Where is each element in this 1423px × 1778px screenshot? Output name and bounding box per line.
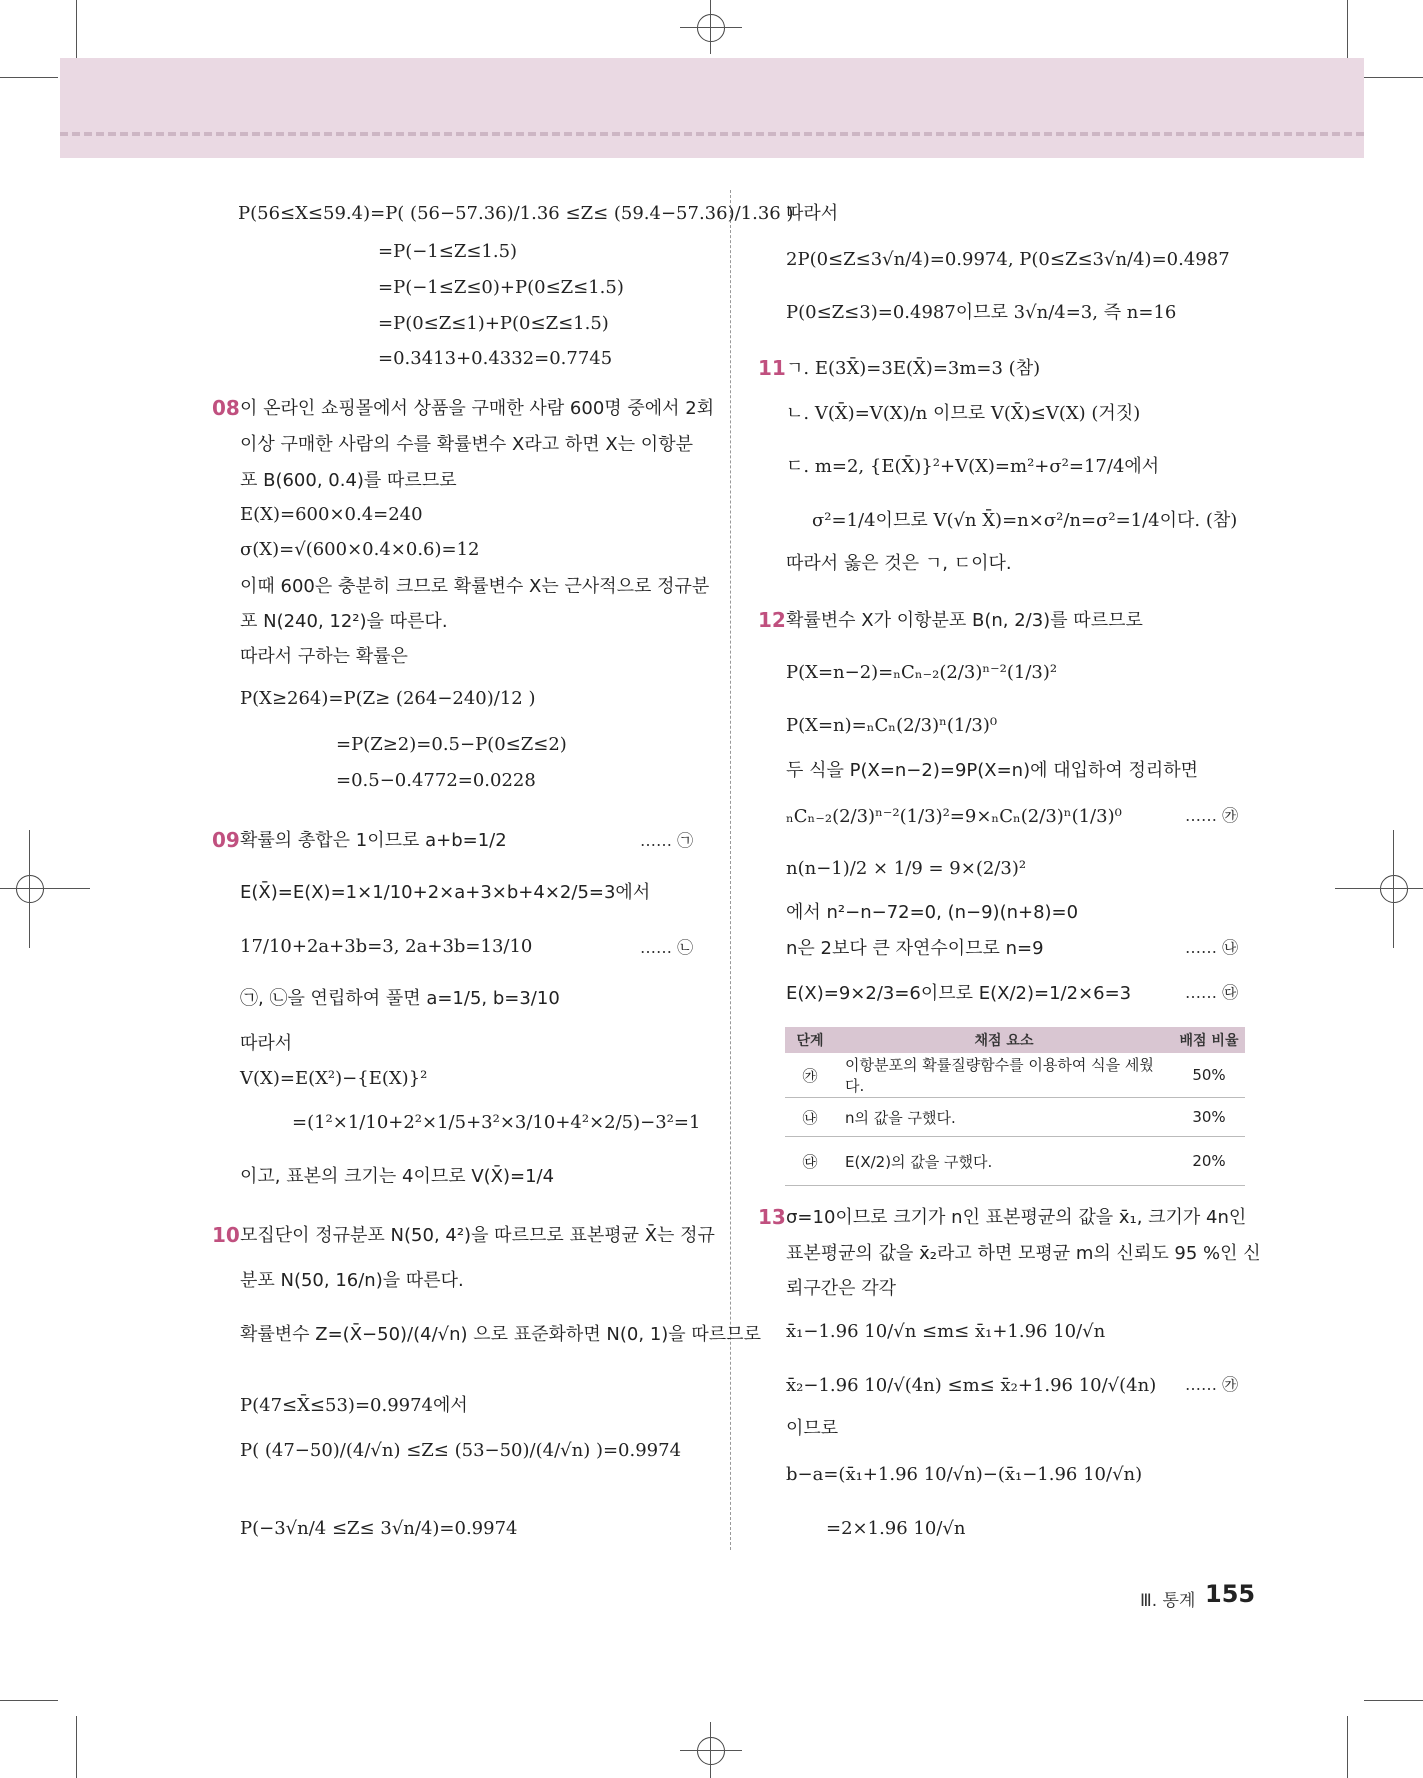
solution-line: 확률변수 X가 이항분포 B(n, 2/3)를 따르므로 — [786, 610, 1143, 631]
header-dashed-rule — [60, 132, 1364, 136]
solution-line: 이 온라인 쇼핑몰에서 상품을 구매한 사람 600명 중에서 2회 — [240, 398, 715, 419]
problem-number-10: 10 — [212, 1223, 240, 1247]
equation-line: =0.5−0.4772=0.0228 — [336, 770, 536, 791]
equation-line: =P(−1≤Z≤0)+P(0≤Z≤1.5) — [378, 277, 624, 298]
solution-line: σ²=1/4이므로 V(√n X̄)=n×σ²/n=σ²=1/4이다. (참) — [812, 510, 1238, 531]
solution-line: 따라서 — [786, 203, 839, 224]
table-cell: n의 값을 구했다. — [835, 1098, 1173, 1137]
equation-line: E(X)=600×0.4=240 — [240, 504, 423, 525]
page-number: 155 — [1205, 1580, 1256, 1608]
equation-marker: …… ㉠ — [640, 831, 694, 850]
equation-line: V(X)=E(X²)−{E(X)}² — [240, 1068, 428, 1089]
equation-line: P(X=n)=ₙCₙ(2/3)ⁿ(1/3)⁰ — [786, 715, 998, 736]
solution-line: 따라서 — [240, 1033, 293, 1054]
scoring-table — [785, 1027, 1245, 1186]
equation-line: =P(0≤Z≤1)+P(0≤Z≤1.5) — [378, 313, 609, 334]
equation-marker: …… ㉮ — [1185, 806, 1239, 825]
table-cell: 이항분포의 확률질량함수를 이용하여 식을 세웠다. — [835, 1053, 1173, 1098]
solution-line: 두 식을 P(X=n−2)=9P(X=n)에 대입하여 정리하면 — [786, 760, 1199, 781]
equation-line: 2P(0≤Z≤3√n/4)=0.9974, P(0≤Z≤3√n/4)=0.4987 — [786, 249, 1230, 270]
solution-line: ㄱ. E(3X̄)=3E(X̄)=3m=3 (참) — [786, 358, 1041, 379]
solution-line: σ=10이므로 크기가 n인 표본평균의 값을 x̄₁, 크기가 4n인 — [786, 1207, 1247, 1228]
registration-line — [680, 27, 742, 28]
problem-number-11: 11 — [758, 356, 786, 380]
footer-section: Ⅲ. 통계 — [1140, 1591, 1196, 1611]
equation-line: =P(Z≥2)=0.5−P(0≤Z≤2) — [336, 734, 567, 755]
table-header: 단계 — [785, 1027, 835, 1053]
solution-line: 뢰구간은 각각 — [786, 1278, 897, 1299]
solution-line: 포 N(240, 12²)을 따른다. — [240, 611, 448, 632]
equation-marker: …… ㉮ — [1185, 1375, 1239, 1394]
registration-line — [1335, 888, 1423, 889]
registration-mark-icon — [697, 1737, 725, 1765]
registration-line — [1393, 830, 1394, 948]
equation-line: P( (47−50)/(4/√n) ≤Z≤ (53−50)/(4/√n) )=0.9974 — [240, 1440, 682, 1461]
equation-line: =P(−1≤Z≤1.5) — [378, 241, 518, 262]
solution-line: E(X̄)=E(X)=1×1/10+2×a+3×b+4×2/5=3에서 — [240, 882, 651, 903]
equation-line: n(n−1)/2 × 1/9 = 9×(2/3)² — [786, 858, 1027, 879]
crop-mark — [76, 0, 77, 58]
solution-line: 분포 N(50, 16/n)을 따른다. — [240, 1270, 464, 1291]
solution-line: 에서 n²−n−72=0, (n−9)(n+8)=0 — [786, 902, 1079, 923]
problem-number-13: 13 — [758, 1205, 786, 1229]
equation-marker: …… ㉯ — [1185, 938, 1239, 957]
solution-line: 표본평균의 값을 x̄₂라고 하면 모평균 m의 신뢰도 95 %인 신 — [786, 1243, 1261, 1264]
table-cell: ㉰ — [785, 1137, 835, 1186]
table-header: 배점 비율 — [1173, 1027, 1245, 1053]
crop-mark — [0, 77, 58, 78]
problem-number-09: 09 — [212, 828, 240, 852]
header-band — [60, 58, 1364, 158]
solution-line: 따라서 옳은 것은 ㄱ, ㄷ이다. — [786, 553, 1012, 574]
problem-number-12: 12 — [758, 608, 786, 632]
equation-line: P(X=n−2)=ₙCₙ₋₂(2/3)ⁿ⁻²(1/3)² — [786, 662, 1058, 683]
equation-line: P(X≥264)=P(Z≥ (264−240)/12 ) — [240, 688, 536, 709]
crop-mark — [1364, 1700, 1423, 1701]
equation-line: P(47≤X̄≤53)=0.9974에서 — [240, 1395, 468, 1416]
crop-mark — [1364, 77, 1423, 78]
table-cell: ㉯ — [785, 1098, 835, 1137]
table-header: 채점 요소 — [835, 1027, 1173, 1053]
table-cell: 30% — [1173, 1098, 1245, 1137]
table-cell: ㉮ — [785, 1053, 835, 1098]
table-cell: E(X/2)의 값을 구했다. — [835, 1137, 1173, 1186]
solution-line: ㄷ. m=2, {E(X̄)}²+V(X)=m²+σ²=17/4에서 — [786, 456, 1160, 477]
equation-line: x̄₁−1.96 10/√n ≤m≤ x̄₁+1.96 10/√n — [786, 1321, 1106, 1342]
equation-line: =(1²×1/10+2²×1/5+3²×3/10+4²×2/5)−3²=1 — [292, 1112, 701, 1133]
crop-mark — [0, 1700, 58, 1701]
solution-line: 이고, 표본의 크기는 4이므로 V(X̄)=1/4 — [240, 1166, 555, 1187]
equation-line: x̄₂−1.96 10/√(4n) ≤m≤ x̄₂+1.96 10/√(4n) — [786, 1375, 1157, 1396]
solution-line: ㉠, ㉡을 연립하여 풀면 a=1/5, b=3/10 — [240, 988, 560, 1009]
equation-line: b−a=(x̄₁+1.96 10/√n)−(x̄₁−1.96 10/√n) — [786, 1464, 1143, 1485]
solution-line: 이때 600은 충분히 크므로 확률변수 X는 근사적으로 정규분 — [240, 576, 710, 597]
registration-line — [0, 888, 90, 889]
solution-line: 포 B(600, 0.4)를 따르므로 — [240, 470, 457, 491]
table-cell: 50% — [1173, 1053, 1245, 1098]
equation-line: =0.3413+0.4332=0.7745 — [378, 348, 613, 369]
solution-line: n은 2보다 큰 자연수이므로 n=9 — [786, 938, 1044, 959]
solution-line: 따라서 구하는 확률은 — [240, 646, 408, 667]
solution-line: 확률변수 Z=(X̄−50)/(4/√n) 으로 표준화하면 N(0, 1)을 따르므로 — [240, 1324, 761, 1345]
solution-line: 확률의 총합은 1이므로 a+b=1/2 — [240, 830, 507, 851]
equation-line: P(56≤X≤59.4)=P( (56−57.36)/1.36 ≤Z≤ (59.4−57.36)/1.36 ) — [238, 203, 794, 224]
equation-line: =2×1.96 10/√n — [826, 1518, 966, 1539]
crop-mark — [1347, 1716, 1348, 1778]
solution-line: ㄴ. V(X̄)=V(X)/n 이므로 V(X̄)≤V(X) (거짓) — [786, 403, 1141, 424]
problem-number-08: 08 — [212, 396, 240, 420]
solution-line: 이상 구매한 사람의 수를 확률변수 X라고 하면 X는 이항분 — [240, 434, 693, 455]
equation-line: σ(X)=√(600×0.4×0.6)=12 — [240, 539, 480, 560]
equation-line: P(0≤Z≤3)=0.4987이므로 3√n/4=3, 즉 n=16 — [786, 302, 1177, 323]
registration-mark-icon — [1380, 875, 1408, 903]
table-row — [785, 1053, 1245, 1098]
crop-mark — [1347, 0, 1348, 58]
solution-line: 모집단이 정규분포 N(50, 4²)을 따르므로 표본평균 X̄는 정규 — [240, 1225, 715, 1246]
registration-line — [680, 1750, 742, 1751]
solution-line: E(X)=9×2/3=6이므로 E(X/2)=1/2×6=3 — [786, 983, 1132, 1004]
column-divider — [730, 190, 731, 1550]
solution-line: 이므로 — [786, 1418, 839, 1439]
equation-marker: …… ㉰ — [1185, 983, 1239, 1002]
registration-mark-icon — [697, 14, 725, 42]
registration-line — [29, 830, 30, 948]
equation-line: P(−3√n/4 ≤Z≤ 3√n/4)=0.9974 — [240, 1518, 518, 1539]
equation-marker: …… ㉡ — [640, 938, 694, 957]
crop-mark — [76, 1716, 77, 1778]
table-row — [785, 1098, 1245, 1137]
equation-line: 17/10+2a+3b=3, 2a+3b=13/10 — [240, 936, 533, 957]
equation-line: ₙCₙ₋₂(2/3)ⁿ⁻²(1/3)²=9×ₙCₙ(2/3)ⁿ(1/3)⁰ — [786, 806, 1122, 827]
registration-mark-icon — [16, 875, 44, 903]
table-row — [785, 1137, 1245, 1186]
table-cell: 20% — [1173, 1137, 1245, 1186]
